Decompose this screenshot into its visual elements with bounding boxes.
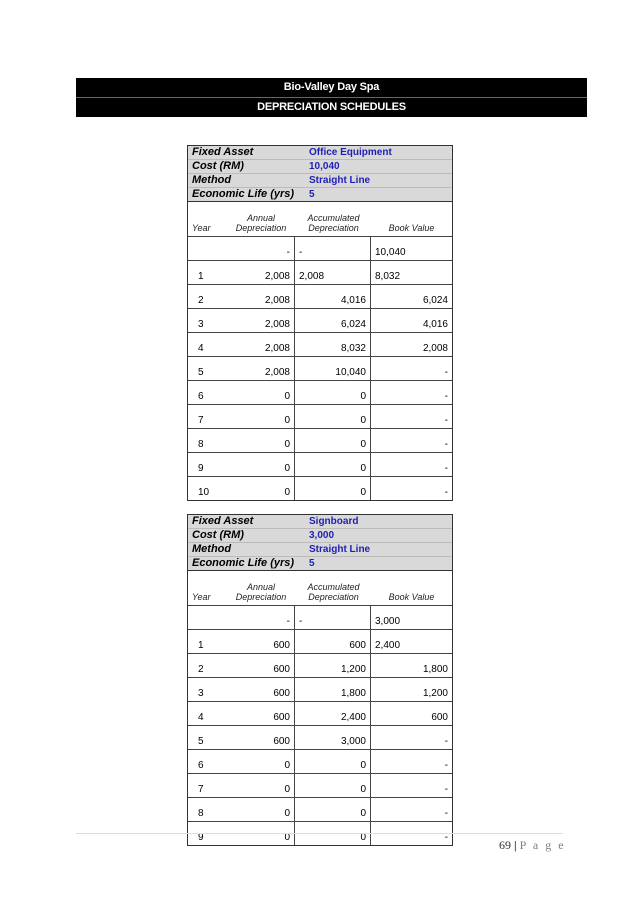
table-row bbox=[188, 476, 452, 500]
year-cell: 6 bbox=[198, 760, 204, 771]
accumulated-depreciation-cell: 2,008 bbox=[295, 261, 371, 284]
report-header bbox=[76, 78, 587, 116]
annual-depreciation-cell: 600 bbox=[222, 654, 295, 677]
cost-value: 3,000 bbox=[309, 530, 335, 541]
accumulated-depreciation-cell: 0 bbox=[295, 750, 371, 773]
book-value-cell: 6,024 bbox=[422, 295, 448, 306]
year-cell: 7 bbox=[198, 784, 204, 795]
table-row bbox=[188, 404, 452, 428]
economic-life-value: 5 bbox=[309, 189, 315, 200]
annual-depreciation-cell: 0 bbox=[222, 774, 295, 797]
depreciation-rows bbox=[187, 236, 453, 501]
book-value-cell: 4,016 bbox=[422, 319, 448, 330]
method-value: Straight Line bbox=[309, 544, 371, 555]
accumulated-depreciation-cell: 4,016 bbox=[295, 285, 371, 308]
accumulated-depreciation-cell: - bbox=[295, 237, 371, 260]
fixed-asset-value: Signboard bbox=[309, 516, 359, 527]
book-value-cell: 10,040 bbox=[375, 247, 406, 258]
accumulated-depreciation-cell: 1,200 bbox=[295, 654, 371, 677]
annual-depreciation-cell: 2,008 bbox=[222, 261, 295, 284]
cost-row bbox=[188, 160, 452, 174]
year-cell: 5 bbox=[198, 736, 204, 747]
book-value-cell: - bbox=[444, 391, 448, 402]
table-row bbox=[188, 797, 452, 821]
book-value-cell: - bbox=[444, 487, 448, 498]
col-book-value-header: Book Value bbox=[388, 592, 435, 602]
table-row bbox=[188, 725, 452, 749]
accumulated-depreciation-cell: - bbox=[295, 606, 371, 629]
table-row bbox=[188, 380, 452, 404]
table-row bbox=[188, 356, 452, 380]
col-accum-line1: Accumulated bbox=[307, 213, 360, 223]
table-row bbox=[188, 452, 452, 476]
book-value-cell: - bbox=[444, 415, 448, 426]
year-cell: 6 bbox=[198, 391, 204, 402]
col-book-value-header: Book Value bbox=[388, 223, 435, 233]
annual-depreciation-cell: 0 bbox=[222, 405, 295, 428]
book-value-cell: 2,008 bbox=[422, 343, 448, 354]
economic-life-label: Economic Life (yrs) bbox=[192, 188, 295, 200]
year-cell: 3 bbox=[198, 319, 204, 330]
cost-label: Cost (RM) bbox=[192, 529, 244, 541]
accumulated-depreciation-cell: 2,400 bbox=[295, 702, 371, 725]
method-row bbox=[188, 174, 452, 188]
col-accumulated-header bbox=[296, 571, 371, 605]
accumulated-depreciation-cell: 0 bbox=[295, 774, 371, 797]
col-year-header: Year bbox=[192, 592, 211, 602]
table-row bbox=[188, 629, 452, 653]
year-cell bbox=[188, 237, 222, 260]
col-annual-line1: Annual bbox=[246, 582, 276, 592]
footer-divider bbox=[76, 833, 563, 834]
cost-value: 10,040 bbox=[309, 161, 340, 172]
col-annual-line2: Depreciation bbox=[235, 223, 287, 233]
year-cell: 9 bbox=[198, 832, 204, 843]
annual-depreciation-cell: 0 bbox=[222, 822, 295, 845]
table-row bbox=[188, 284, 452, 308]
book-value-cell: 3,000 bbox=[375, 616, 401, 627]
col-accum-line2: Depreciation bbox=[308, 223, 359, 233]
table-row bbox=[188, 332, 452, 356]
accumulated-depreciation-cell: 3,000 bbox=[295, 726, 371, 749]
year-cell: 8 bbox=[198, 439, 204, 450]
page-footer bbox=[499, 838, 566, 853]
book-value-cell: - bbox=[444, 439, 448, 450]
annual-depreciation-cell: 600 bbox=[222, 726, 295, 749]
asset-info-box bbox=[187, 514, 453, 571]
accumulated-depreciation-cell: 10,040 bbox=[295, 357, 371, 380]
year-cell bbox=[188, 606, 222, 629]
method-label: Method bbox=[192, 174, 232, 186]
report-title: DEPRECIATION SCHEDULES bbox=[76, 97, 587, 117]
accumulated-depreciation-cell: 0 bbox=[295, 477, 371, 500]
annual-depreciation-cell: 0 bbox=[222, 798, 295, 821]
accumulated-depreciation-cell: 0 bbox=[295, 822, 371, 845]
table-header bbox=[187, 202, 453, 236]
economic-life-value: 5 bbox=[309, 558, 315, 569]
year-cell: 8 bbox=[198, 808, 204, 819]
table-row bbox=[188, 749, 452, 773]
annual-depreciation-cell: 600 bbox=[222, 678, 295, 701]
book-value-cell: 1,800 bbox=[422, 664, 448, 675]
book-value-cell: 2,400 bbox=[375, 640, 401, 651]
schedule-signboard bbox=[187, 514, 453, 846]
table-row bbox=[188, 653, 452, 677]
accumulated-depreciation-cell: 0 bbox=[295, 453, 371, 476]
annual-depreciation-cell: 600 bbox=[222, 630, 295, 653]
page-separator: | bbox=[514, 838, 517, 852]
company-name: Bio-Valley Day Spa bbox=[76, 78, 587, 97]
year-cell: 4 bbox=[198, 343, 204, 354]
table-row bbox=[188, 701, 452, 725]
table-row bbox=[188, 236, 452, 260]
annual-depreciation-cell: 2,008 bbox=[222, 285, 295, 308]
annual-depreciation-cell: 600 bbox=[222, 702, 295, 725]
year-cell: 9 bbox=[198, 463, 204, 474]
annual-depreciation-cell: 0 bbox=[222, 381, 295, 404]
col-accumulated-header bbox=[296, 202, 371, 236]
year-cell: 1 bbox=[198, 640, 204, 651]
book-value-cell: - bbox=[444, 736, 448, 747]
book-value-cell: 8,032 bbox=[375, 271, 401, 282]
asset-info-box bbox=[187, 145, 453, 202]
table-row bbox=[188, 308, 452, 332]
table-row bbox=[188, 677, 452, 701]
fixed-asset-row bbox=[188, 515, 452, 529]
economic-life-label: Economic Life (yrs) bbox=[192, 557, 295, 569]
annual-depreciation-cell: - bbox=[222, 237, 295, 260]
fixed-asset-label: Fixed Asset bbox=[192, 515, 254, 527]
book-value-cell: - bbox=[444, 832, 448, 843]
book-value-cell: 1,200 bbox=[422, 688, 448, 699]
method-row bbox=[188, 543, 452, 557]
accumulated-depreciation-cell: 0 bbox=[295, 381, 371, 404]
annual-depreciation-cell: 0 bbox=[222, 477, 295, 500]
accumulated-depreciation-cell: 0 bbox=[295, 798, 371, 821]
schedule-office-equipment bbox=[187, 145, 453, 501]
col-annual-header bbox=[226, 202, 296, 236]
col-annual-line1: Annual bbox=[246, 213, 276, 223]
accumulated-depreciation-cell: 1,800 bbox=[295, 678, 371, 701]
annual-depreciation-cell: 2,008 bbox=[222, 333, 295, 356]
table-row bbox=[188, 605, 452, 629]
year-cell: 2 bbox=[198, 295, 204, 306]
year-cell: 7 bbox=[198, 415, 204, 426]
method-label: Method bbox=[192, 543, 232, 555]
table-row bbox=[188, 428, 452, 452]
accumulated-depreciation-cell: 0 bbox=[295, 405, 371, 428]
annual-depreciation-cell: 0 bbox=[222, 453, 295, 476]
book-value-cell: - bbox=[444, 760, 448, 771]
book-value-cell: - bbox=[444, 367, 448, 378]
economic-life-row bbox=[188, 188, 452, 201]
annual-depreciation-cell: 2,008 bbox=[222, 357, 295, 380]
depreciation-rows bbox=[187, 605, 453, 846]
accumulated-depreciation-cell: 600 bbox=[295, 630, 371, 653]
economic-life-row bbox=[188, 557, 452, 570]
accumulated-depreciation-cell: 6,024 bbox=[295, 309, 371, 332]
annual-depreciation-cell: 0 bbox=[222, 429, 295, 452]
year-cell: 10 bbox=[198, 487, 210, 498]
annual-depreciation-cell: 2,008 bbox=[222, 309, 295, 332]
accumulated-depreciation-cell: 8,032 bbox=[295, 333, 371, 356]
fixed-asset-value: Office Equipment bbox=[309, 147, 392, 158]
fixed-asset-label: Fixed Asset bbox=[192, 146, 254, 158]
fixed-asset-row bbox=[188, 146, 452, 160]
book-value-cell: 600 bbox=[431, 712, 448, 723]
page-label: P a g e bbox=[519, 838, 566, 852]
year-cell: 2 bbox=[198, 664, 204, 675]
cost-label: Cost (RM) bbox=[192, 160, 244, 172]
col-year-header: Year bbox=[192, 223, 211, 233]
table-row bbox=[188, 260, 452, 284]
book-value-cell: - bbox=[444, 463, 448, 474]
col-annual-header bbox=[226, 571, 296, 605]
year-cell: 4 bbox=[198, 712, 204, 723]
page-number: 69 bbox=[499, 838, 511, 852]
col-accum-line2: Depreciation bbox=[308, 592, 359, 602]
cost-row bbox=[188, 529, 452, 543]
table-header bbox=[187, 571, 453, 605]
book-value-cell: - bbox=[444, 808, 448, 819]
annual-depreciation-cell: - bbox=[222, 606, 295, 629]
year-cell: 3 bbox=[198, 688, 204, 699]
table-row bbox=[188, 773, 452, 797]
annual-depreciation-cell: 0 bbox=[222, 750, 295, 773]
year-cell: 5 bbox=[198, 367, 204, 378]
method-value: Straight Line bbox=[309, 175, 371, 186]
col-accum-line1: Accumulated bbox=[307, 582, 360, 592]
accumulated-depreciation-cell: 0 bbox=[295, 429, 371, 452]
year-cell: 1 bbox=[198, 271, 204, 282]
col-annual-line2: Depreciation bbox=[235, 592, 287, 602]
book-value-cell: - bbox=[444, 784, 448, 795]
